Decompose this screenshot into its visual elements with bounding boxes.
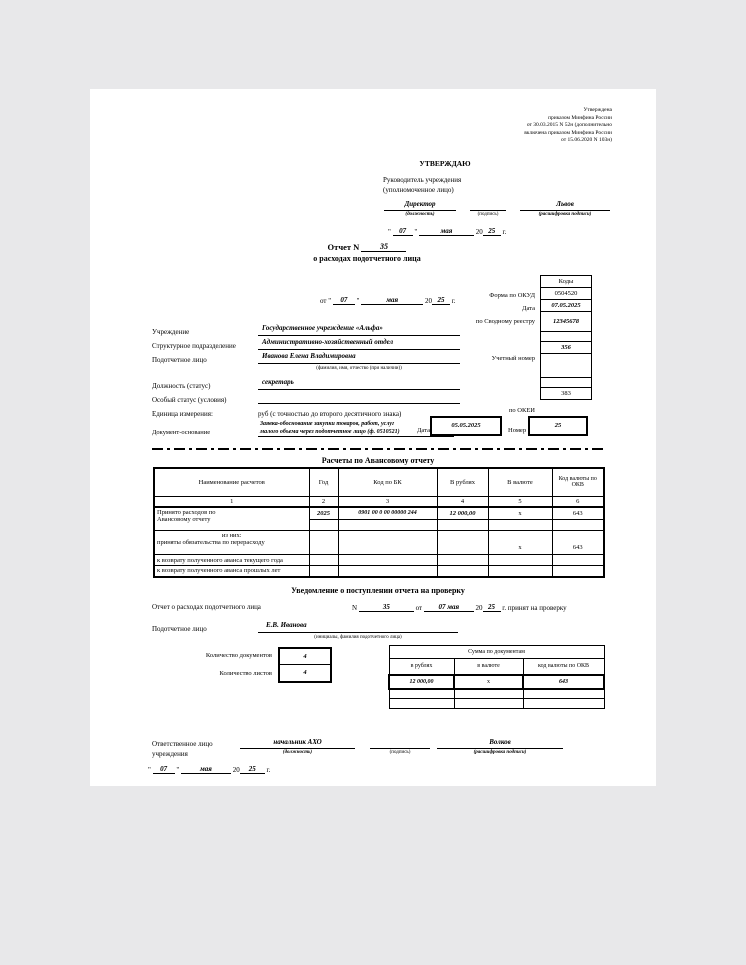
institution-label: Учреждение	[152, 328, 190, 336]
calc-colnum: 1	[154, 496, 309, 507]
responsible-date-month: мая	[181, 765, 231, 774]
calc-row-overspend-currency: x	[488, 531, 552, 555]
calc-empty-cell	[437, 555, 488, 566]
okud-label: Форма по ОКУД	[489, 292, 535, 299]
calc-row-overspend-name	[154, 531, 309, 555]
calc-colnum: 6	[552, 496, 604, 507]
doc-basis-number-label: Номер	[508, 427, 527, 434]
calc-empty-cell	[338, 566, 437, 577]
notification-person-caption: (инициалы, фамилия подотчетного лица)	[314, 635, 402, 640]
approve-role-line2: (уполномоченное лицо)	[383, 185, 454, 194]
notification-year: 25	[483, 603, 501, 612]
responsible-label-line1: Ответственное лицо	[152, 740, 213, 748]
responsible-name-value: Волков	[489, 738, 511, 746]
responsible-signature-caption: (подпись)	[389, 750, 411, 755]
calc-row-accepted-year: 2025	[309, 507, 338, 520]
calc-empty-cell	[488, 555, 552, 566]
calc-empty-cell	[488, 566, 552, 577]
sum-value-rub: 12 000,00	[389, 675, 454, 689]
calc-colnum: 2	[309, 496, 338, 507]
responsible-position-line	[240, 738, 355, 755]
approve-position-value: Директор	[404, 200, 436, 208]
report-title-label: Отчет N	[327, 242, 360, 252]
responsible-signature-line	[370, 738, 430, 755]
doc-basis-date-label: Дата	[417, 427, 430, 434]
calc-row-return-current-label: к возврату полученного аванса текущего года	[154, 555, 309, 566]
calc-row-accepted-bk: 0901 00 0 00 00000 244	[338, 507, 437, 520]
calc-empty-cell	[488, 520, 552, 531]
sum-table-title: Сумма по документам	[389, 646, 604, 659]
sum-empty-cell	[454, 699, 523, 709]
calc-colnum: 4	[437, 496, 488, 507]
responsible-name-line	[437, 738, 563, 755]
calc-row-overspend	[154, 531, 604, 555]
section-separator	[152, 448, 603, 450]
calc-empty-cell	[338, 531, 437, 555]
calc-empty-cell	[309, 566, 338, 577]
responsible-date-line	[148, 765, 270, 774]
calc-row-overspend-label: приняты обязательства по перерасходу	[157, 539, 265, 546]
quote-mark: "	[148, 766, 151, 774]
calc-header-name: Наименование расчетов	[154, 468, 309, 496]
calc-row-overspend-subhead: из них:	[221, 532, 242, 539]
report-subtitle: о расходах подотчетного лица	[313, 254, 421, 263]
docs-count-value: 4	[280, 649, 330, 665]
calc-row-return-past-label: к возврату полученного аванса прошлых лет	[154, 566, 309, 577]
responsible-position-caption: (должность)	[282, 750, 313, 755]
notification-title: Уведомление о поступлении отчета на проверку	[291, 586, 465, 595]
header-date-day: 07	[333, 296, 355, 305]
notification-from-label: от	[415, 604, 423, 612]
department-label: Структурное подразделение	[152, 342, 236, 350]
calc-empty-cell	[338, 520, 437, 531]
calc-row-overspend-okv: 643	[552, 531, 604, 555]
person-caption: (фамилия, имя, отчество (при наличии))	[316, 366, 402, 371]
calc-empty-cell	[309, 555, 338, 566]
calc-row-return-past	[154, 566, 604, 577]
approve-name-line	[520, 200, 610, 217]
notification-number: 35	[359, 603, 414, 612]
codes-empty-cell	[540, 353, 592, 378]
approval-note-line: от 15.06.2020 N 103н)	[561, 137, 612, 143]
calc-row-accepted-rub: 12 000,00	[437, 507, 488, 520]
notification-accepted-label: г. принят на проверку	[502, 604, 567, 612]
doc-basis-line2: малого объема через подотчетное лицо (ф. 0510521)	[260, 429, 400, 435]
approval-note-line: включена приказом Минфина России	[524, 129, 612, 136]
calc-empty-cell	[552, 520, 604, 531]
quote-mark: "	[388, 228, 391, 236]
approve-role-line1: Руководитель учреждения	[383, 176, 462, 184]
calc-table-title: Расчеты по Авансовому отчету	[321, 456, 435, 465]
approve-date-line	[388, 227, 506, 236]
approve-date-day: 07	[393, 227, 413, 236]
approve-date-month: мая	[419, 227, 474, 236]
notification-person-value: Е.В. Иванова	[258, 621, 458, 633]
registry-label: по Сводному реестру	[475, 318, 535, 325]
sheets-count-label: Количество листов	[219, 670, 272, 677]
codes-header: Коды	[540, 275, 592, 288]
okei-label: по ОКЕИ	[508, 407, 535, 414]
header-date-from: от	[320, 297, 327, 305]
calc-empty-cell	[552, 566, 604, 577]
approval-note-line: приказом Минфина России	[548, 114, 612, 121]
calc-empty-cell	[437, 531, 488, 555]
calc-header-currency: В валюте	[488, 468, 552, 496]
department-value: Административно-хозяйственный отдел	[258, 338, 460, 350]
calc-colnum: 5	[488, 496, 552, 507]
calc-empty-cell	[338, 555, 437, 566]
calc-empty-cell	[309, 520, 338, 531]
responsible-date-year: 25	[240, 765, 265, 774]
notification-report-line	[352, 603, 567, 612]
calc-header-bk: Код по БК	[338, 468, 437, 496]
okei-value: 383	[540, 387, 592, 400]
account-value: 356	[540, 341, 592, 354]
calc-row-accepted	[154, 507, 604, 520]
header-date-year: 25	[432, 296, 450, 305]
calc-header-rub: В рублях	[437, 468, 488, 496]
sheets-count-value: 4	[303, 669, 307, 676]
approve-title: УТВЕРЖДАЮ	[419, 159, 471, 168]
responsible-position-value: начальник АХО	[273, 738, 322, 746]
sum-table	[388, 645, 605, 709]
position-value: секретарь	[258, 378, 460, 390]
institution-value: Государственное учреждение «Альфа»	[258, 324, 460, 336]
calc-row-accepted-name-line2: Авансовому отчету	[157, 515, 211, 523]
report-title	[257, 242, 477, 263]
doc-basis-label: Документ-основание	[152, 429, 211, 436]
approval-note-line: от 30.03.2015 N 52н (дополнительно	[526, 122, 612, 128]
codes-column	[540, 276, 592, 400]
sum-empty-cell	[454, 689, 523, 699]
responsible-name-caption: (расшифровка подписи)	[473, 750, 527, 755]
calc-empty-cell	[309, 531, 338, 555]
counts-box	[278, 647, 332, 683]
sum-value-okv: 643	[523, 675, 604, 689]
special-status-value	[258, 392, 460, 404]
codes-date-value: 07.05.2025	[540, 299, 592, 312]
calc-colnum: 3	[338, 496, 437, 507]
approve-date-year: 25	[483, 227, 501, 236]
notification-century: 20	[475, 604, 483, 612]
person-label: Подотчетное лицо	[152, 356, 207, 364]
unit-value: руб (с точностью до второго десятичного знака)	[258, 410, 402, 418]
doc-basis-date-box: 05.05.2025	[430, 416, 502, 436]
approve-signature-caption: (подпись)	[477, 212, 499, 217]
doc-basis-number-box: 25	[528, 416, 588, 436]
header-date-suffix: г.	[451, 297, 456, 305]
quote-mark: "	[328, 297, 332, 305]
approve-position-caption: (должность)	[405, 212, 435, 217]
quote-mark: "	[356, 297, 360, 305]
sum-empty-cell	[389, 689, 454, 699]
header-date-century: 20	[424, 297, 432, 305]
sum-header-okv: код валюты по ОКВ	[523, 659, 604, 675]
document-page	[90, 89, 656, 786]
sum-empty-cell	[523, 689, 604, 699]
calc-row-accepted-currency: x	[488, 507, 552, 520]
responsible-label-line2: учреждения	[152, 750, 188, 758]
calc-row-accepted-okv: 643	[552, 507, 604, 520]
approve-name-caption: (расшифровка подписи)	[538, 212, 592, 217]
notification-person-label: Подотчетное лицо	[152, 625, 207, 633]
position-label: Должность (статус)	[152, 382, 211, 390]
calc-row-accepted-name-line1: Принято расходов по	[157, 508, 216, 516]
quote-mark: "	[176, 766, 180, 774]
notification-n-label: N	[352, 604, 358, 612]
account-label: Учетный номер	[491, 355, 535, 362]
doc-basis-line1: Заявка-обоснование закупки товаров, работ, услуг	[260, 421, 395, 427]
responsible-date-century: 20	[232, 766, 240, 774]
approve-date-century: 20	[475, 228, 483, 236]
approval-note-line: Утверждена	[583, 107, 612, 113]
special-status-label: Особый статус (условия)	[152, 396, 227, 404]
calc-empty-cell	[437, 520, 488, 531]
approve-name-value: Львов	[556, 200, 574, 208]
report-number: 35	[361, 242, 406, 252]
calc-table	[153, 467, 605, 578]
codes-date-label: Дата	[522, 305, 535, 312]
unit-label: Единица измерения:	[152, 410, 213, 418]
quote-mark: "	[414, 228, 418, 236]
responsible-label	[152, 739, 213, 759]
approve-signature-line	[470, 200, 506, 217]
calc-empty-cell	[437, 566, 488, 577]
approve-position-line	[384, 200, 456, 217]
calc-header-year: Год	[309, 468, 338, 496]
approve-date-suffix: г.	[502, 228, 507, 236]
approve-role	[383, 176, 461, 195]
person-value: Иванова Елена Владимировна	[258, 352, 460, 364]
responsible-date-suffix: г.	[266, 766, 271, 774]
notification-report-label: Отчет о расходах подотчетного лица	[152, 603, 261, 611]
notification-date: 07 мая	[424, 603, 474, 612]
calc-row-return-current	[154, 555, 604, 566]
sum-value-currency: x	[454, 675, 523, 689]
sum-header-rub: в рублях	[389, 659, 454, 675]
responsible-date-day: 07	[153, 765, 175, 774]
sum-empty-cell	[389, 699, 454, 709]
calc-row-accepted-name	[154, 507, 309, 531]
calc-empty-cell	[552, 555, 604, 566]
docs-count-label: Количество документов	[205, 652, 272, 659]
header-date-month: мая	[361, 296, 423, 305]
calc-header-okv: Код валюты по ОКВ	[552, 468, 604, 496]
okud-value: 0504520	[540, 287, 592, 300]
approval-note	[524, 107, 612, 145]
registry-value: 12345678	[540, 311, 592, 332]
sum-empty-cell	[523, 699, 604, 709]
sum-header-currency: в валюте	[454, 659, 523, 675]
